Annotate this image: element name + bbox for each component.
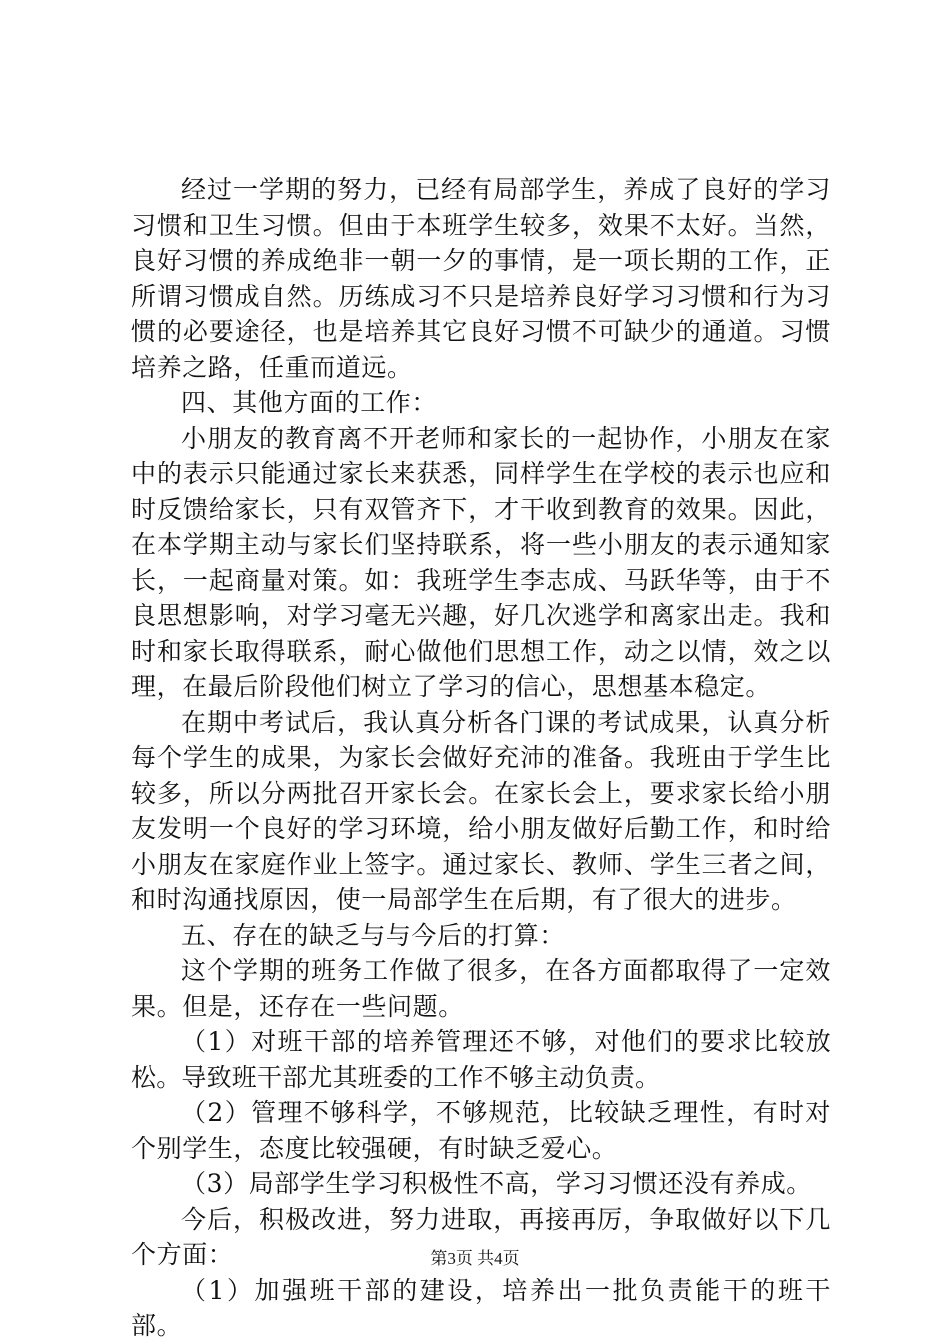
- list-item-problem-1: （1）对班干部的培养管理还不够，对他们的要求比较放松。导致班干部尤其班委的工作不够主动负责。: [131, 1027, 831, 1092]
- list-item-problem-3: （3）局部学生学习积极性不高，学习习惯还没有养成。: [181, 1169, 812, 1198]
- paragraph-future-plan: 今后，积极改进，努力进取，再接再厉，争取做好以下几个方面：: [131, 1204, 831, 1269]
- section-heading-other-work: 四、其他方面的工作：: [181, 388, 438, 417]
- document-body: [131, 172, 831, 1344]
- list-item-problem-2: （2）管理不够科学，不够规范，比较缺乏理性，有时对个别学生，态度比较强硬，有时缺乏爱心。: [131, 1098, 831, 1163]
- paragraph-midterm-analysis: 在期中考试后，我认真分析各门课的考试成果，认真分析每个学生的成果，为家长会做好充沛的准备。我班由于学生比较多，所以分两批召开家长会。在家长会上，要求家长给小朋友发明一个良好的学习环境，给小朋友做好后勤工作，和时给小朋友在家庭作业上签字。通过家长、教师、学生三者之间，和时沟通找原因，使一局部学生在后期，有了很大的进步。: [131, 707, 831, 914]
- page-number-footer: 第3页 共4页: [430, 1249, 520, 1268]
- paragraph-parent-cooperation: 小朋友的教育离不开老师和家长的一起协作，小朋友在家中的表示只能通过家长来获悉，同样学生在学校的表示也应和时反馈给家长，只有双管齐下，才干收到教育的效果。因此，在本学期主动与家长们坚持联系，将一些小朋友的表示通知家长，一起商量对策。如：我班学生李志成、马跃华等，由于不良思想影响，对学习毫无兴趣，好几次逃学和离家出走。我和时和家长取得联系，耐心做他们思想工作，动之以情，效之以理，在最后阶段他们树立了学习的信心，思想基本稳定。: [131, 423, 831, 701]
- section-heading-shortcomings: 五、存在的缺乏与与今后的打算：: [181, 920, 566, 950]
- list-item-plan-1: （1）加强班干部的建设，培养出一批负责能干的班干部。: [131, 1275, 831, 1340]
- paragraph-habits: 经过一学期的努力，已经有局部学生，养成了良好的学习习惯和卫生习惯。但由于本班学生较多，效果不太好。当然，良好习惯的养成绝非一朝一夕的事情，是一项长期的工作，正所谓习惯成自然。历练成习不只是培养良好学习习惯和行为习惯的必要途径，也是培养其它良好习惯不可缺少的通道。习惯培养之路，任重而道远。: [131, 175, 831, 382]
- paragraph-semester-summary: 这个学期的班务工作做了很多，在各方面都取得了一定效果。但是，还存在一些问题。: [131, 956, 831, 1021]
